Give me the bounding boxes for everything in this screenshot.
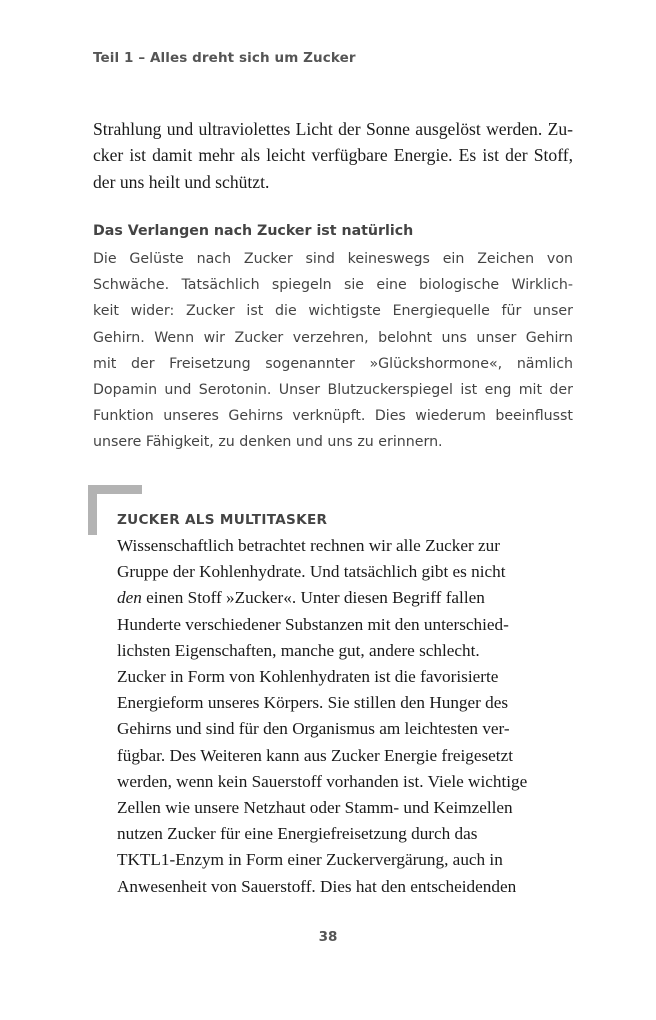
box-paragraph	[117, 533, 541, 900]
box-line	[117, 585, 541, 611]
box-line: Anwesenheit von Sauerstoff. Dies hat den entscheidenden	[117, 876, 517, 896]
section-line: Gehirn. Wenn wir Zucker verzehren, belohnt uns unser Gehirn	[93, 329, 573, 346]
box-line: Wissenschaftlich betrachtet rechnen wir alle Zucker zur	[117, 536, 500, 555]
section-line: Schwäche. Tatsächlich spiegeln sie eine biologische Wirklich-	[93, 277, 573, 294]
page-number: 38	[318, 929, 338, 945]
box-line: TKTL1-Enzym in Form einer Zuckervergärung, auch in	[117, 850, 503, 870]
section-heading: Das Verlangen nach Zucker ist natürlich	[93, 223, 414, 239]
box-line-rest: einen Stoff »Zucker«. Unter diesen Begriff fallen	[141, 588, 485, 608]
section-line: unsere Fähigkeit, zu denken und uns zu erinnern.	[93, 434, 443, 451]
bracket-horizontal-bar	[88, 485, 142, 494]
section-paragraph	[93, 246, 573, 456]
intro-paragraph	[93, 116, 573, 195]
intro-line: Strahlung und ultraviolettes Licht der Sonne ausgelöst werden. Zu-	[93, 119, 573, 139]
box-emphasis: den	[117, 588, 142, 608]
box-line: nutzen Zucker für eine Energiefreisetzung durch das	[117, 824, 478, 844]
section-line: Funktion unseres Gehirns verknüpft. Dies wiederum beeinflusst	[93, 408, 573, 425]
section-line: Dopamin und Serotonin. Unser Blutzuckerspiegel ist eng mit der	[93, 382, 573, 399]
section-line: Die Gelüste nach Zucker sind keineswegs ein Zeichen von	[93, 251, 573, 267]
box-line: Gruppe der Kohlenhydrate. Und tatsächlich gibt es nicht	[117, 562, 506, 582]
section-line: mit der Freisetzung sogenannter »Glückshormone«, nämlich	[93, 355, 573, 372]
box-line: Hunderte verschiedener Substanzen mit den unterschied-	[117, 614, 509, 634]
box-line: Zellen wie unsere Netzhaut oder Stamm- und Keimzellen	[117, 798, 513, 818]
box-line: Zucker in Form von Kohlenhydraten ist die favorisierte	[117, 667, 499, 687]
box-line: lichsten Eigenschaften, manche gut, andere schlecht.	[117, 640, 480, 660]
section-line: keit wider: Zucker ist die wichtigste Energiequelle für unser	[93, 303, 573, 320]
intro-line: cker ist damit mehr als leicht verfügbare Energie. Es ist der Stoff,	[93, 145, 573, 166]
box-line: werden, wenn kein Sauerstoff vorhanden ist. Viele wichtige	[117, 771, 528, 791]
intro-line: der uns heilt und schützt.	[93, 171, 270, 192]
running-head: Teil 1 – Alles dreht sich um Zucker	[93, 50, 356, 66]
box-line: fügbar. Des Weiteren kann aus Zucker Energie freigesetzt	[117, 745, 513, 765]
box-line: Gehirns und sind für den Organismus am leichtesten ver-	[117, 719, 510, 739]
box-heading: ZUCKER ALS MULTITASKER	[117, 512, 328, 528]
box-line: Energieform unseres Körpers. Sie stillen den Hunger des	[117, 693, 509, 713]
